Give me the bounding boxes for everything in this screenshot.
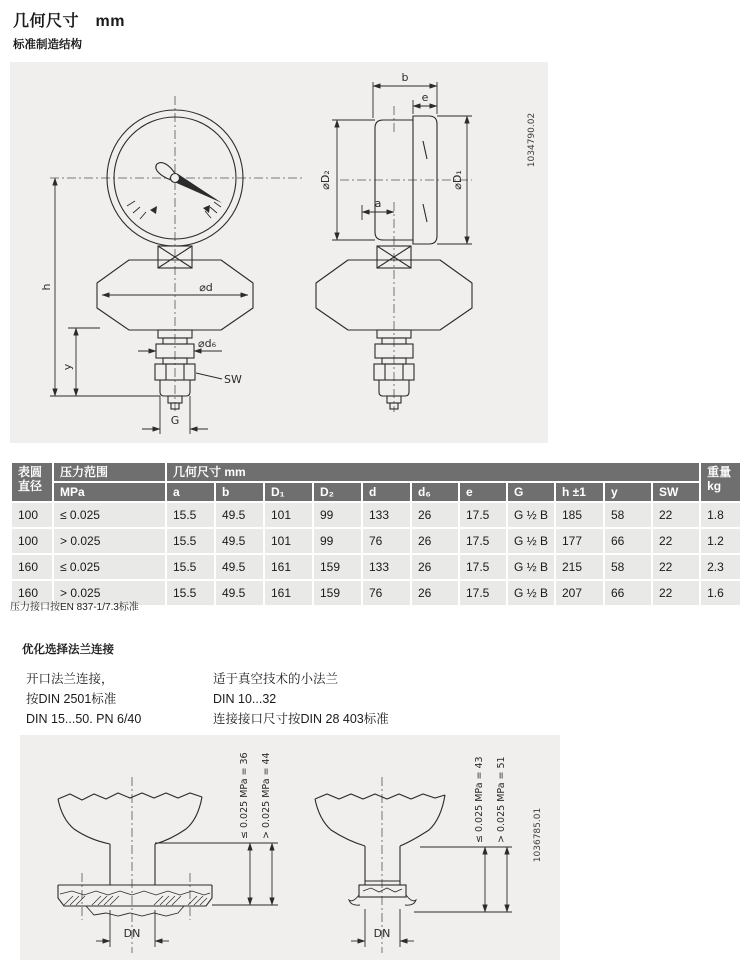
dim-label-high-pressure-left: > 0.025 MPa = 44 [261,752,272,839]
dimensions-table [10,461,742,607]
dim-label-sw: SW [224,373,242,386]
drawing-id-number: 1036785.01 [533,807,543,863]
header-dim-D2: D₂ [313,482,362,502]
cell: 215 [555,554,604,580]
header-dim-D1: D₁ [264,482,313,502]
dim-label-phi-d6: ⌀d₆ [198,337,217,350]
cell: 207 [555,580,604,606]
cell: 26 [411,528,459,554]
header-dim-d6: d₆ [411,482,459,502]
cell: 26 [411,554,459,580]
header-dim-d: d [362,482,411,502]
cell: 185 [555,502,604,528]
dim-label-y: y [61,363,74,371]
cell: 17.5 [459,528,507,554]
cell: 66 [604,528,652,554]
cell: G ½ B [507,554,555,580]
section-flange-title: 优化选择法兰连接 [22,644,114,656]
cell: 17.5 [459,580,507,606]
cell: 133 [362,554,411,580]
flange-dimension-drawing [20,735,560,960]
header-weight [700,462,741,502]
cell: 49.5 [215,554,264,580]
header-dim-h: h ±1 [555,482,604,502]
table-header-row-2 [11,482,741,502]
dim-label-e: e [421,91,429,104]
header-weight-unit: kg [707,479,722,493]
side-view-dimensions [332,82,472,244]
cell: 100 [11,528,53,554]
cell: 22 [652,554,700,580]
cell: 15.5 [166,502,215,528]
text-line: 连接接口尺寸按DIN 28 403标准 [213,712,389,726]
cell: 160 [11,580,53,606]
cell: 15.5 [166,528,215,554]
cell: 17.5 [459,502,507,528]
flange-text-right [213,669,389,729]
header-weight-label: 重量 [707,465,732,479]
small-flange-view [315,794,445,905]
gauge-side-view [316,116,472,409]
text-line: 适于真空技术的小法兰 [213,672,339,686]
front-view-dimensions [50,178,248,434]
cell: 1.2 [700,528,741,554]
dn-label-right: DN [373,927,391,940]
dim-label-low-pressure-left: ≤ 0.025 MPa = 36 [239,752,250,839]
cell: 26 [411,580,459,606]
cell: 17.5 [459,554,507,580]
dim-label-high-pressure-right: > 0.025 MPa = 51 [496,756,507,843]
text-line: 开口法兰连接， [26,672,114,686]
cell: > 0.025 [53,528,166,554]
cell: 161 [264,580,313,606]
header-dim-b: b [215,482,264,502]
table-row [11,528,741,554]
cell: 15.5 [166,554,215,580]
cell: 66 [604,580,652,606]
cell: G ½ B [507,528,555,554]
header-dim-y: y [604,482,652,502]
cell: 99 [313,502,362,528]
dim-label-b: b [401,71,409,84]
cell: 22 [652,528,700,554]
table-header-row-1 [11,462,741,482]
cell: > 0.025 [53,580,166,606]
gauge-dimension-drawing [10,62,548,443]
header-dim-a: a [166,482,215,502]
dim-label-phi-D1: ⌀D₁ [451,170,464,190]
cell: 58 [604,554,652,580]
header-pressure-range: 压力范围 [53,462,166,482]
cell: 49.5 [215,580,264,606]
gauge-needle [156,163,222,203]
cell: 160 [11,554,53,580]
flange-text-left [26,669,141,729]
section-standard-construction-title: 标准制造结构 [13,39,82,51]
cell: 100 [11,502,53,528]
cell: G ½ B [507,580,555,606]
cell: 58 [604,502,652,528]
cell: 159 [313,554,362,580]
header-mpa: MPa [53,482,166,502]
table-row [11,554,741,580]
text-line: 按DIN 2501标准 [26,692,117,706]
cell: 133 [362,502,411,528]
table-row [11,502,741,528]
dim-label-h: h [40,283,53,291]
cell: 101 [264,528,313,554]
text-line: DIN 15...50. PN 6/40 [26,712,142,726]
dim-label-phi-D2: ⌀D₂ [319,170,332,190]
text-line: DIN 10...32 [213,692,277,706]
cell: 22 [652,580,700,606]
header-dim-G: G [507,482,555,502]
cell: 99 [313,528,362,554]
cell: 1.8 [700,502,741,528]
cell: 177 [555,528,604,554]
open-flange-view [58,793,212,916]
cell: ≤ 0.025 [53,554,166,580]
cell: 159 [313,580,362,606]
cell: G ½ B [507,502,555,528]
cell: 2.3 [700,554,741,580]
cell: 101 [264,502,313,528]
header-dial-diameter: 表圆直径 [11,462,53,502]
cell: 26 [411,502,459,528]
header-geometric-dims: 几何尺寸 mm [166,462,700,482]
cell: 49.5 [215,528,264,554]
cell: ≤ 0.025 [53,502,166,528]
cell: 15.5 [166,580,215,606]
header-dim-SW: SW [652,482,700,502]
section-hatching [64,896,207,905]
dim-label-g: G [170,414,180,427]
dim-label-phi-d: ⌀d [199,281,213,294]
page-title: 几何尺寸 mm [13,13,125,30]
cell: 22 [652,502,700,528]
dim-label-a: a [374,197,382,210]
drawing-id-number: 1034790.02 [527,112,537,168]
table-footnote: 压力接口按EN 837-1/7.3标准 [10,602,139,613]
header-dim-e: e [459,482,507,502]
dim-label-low-pressure-right: ≤ 0.025 MPa = 43 [474,756,485,843]
drawing-flange-connections [20,735,560,960]
drawing-standard-construction [10,62,548,443]
cell: 161 [264,554,313,580]
cell: 76 [362,528,411,554]
dn-label-left: DN [123,927,141,940]
cell: 1.6 [700,580,741,606]
scale-ticks [127,201,221,219]
centerlines [50,96,472,412]
cell: 76 [362,580,411,606]
cell: 49.5 [215,502,264,528]
